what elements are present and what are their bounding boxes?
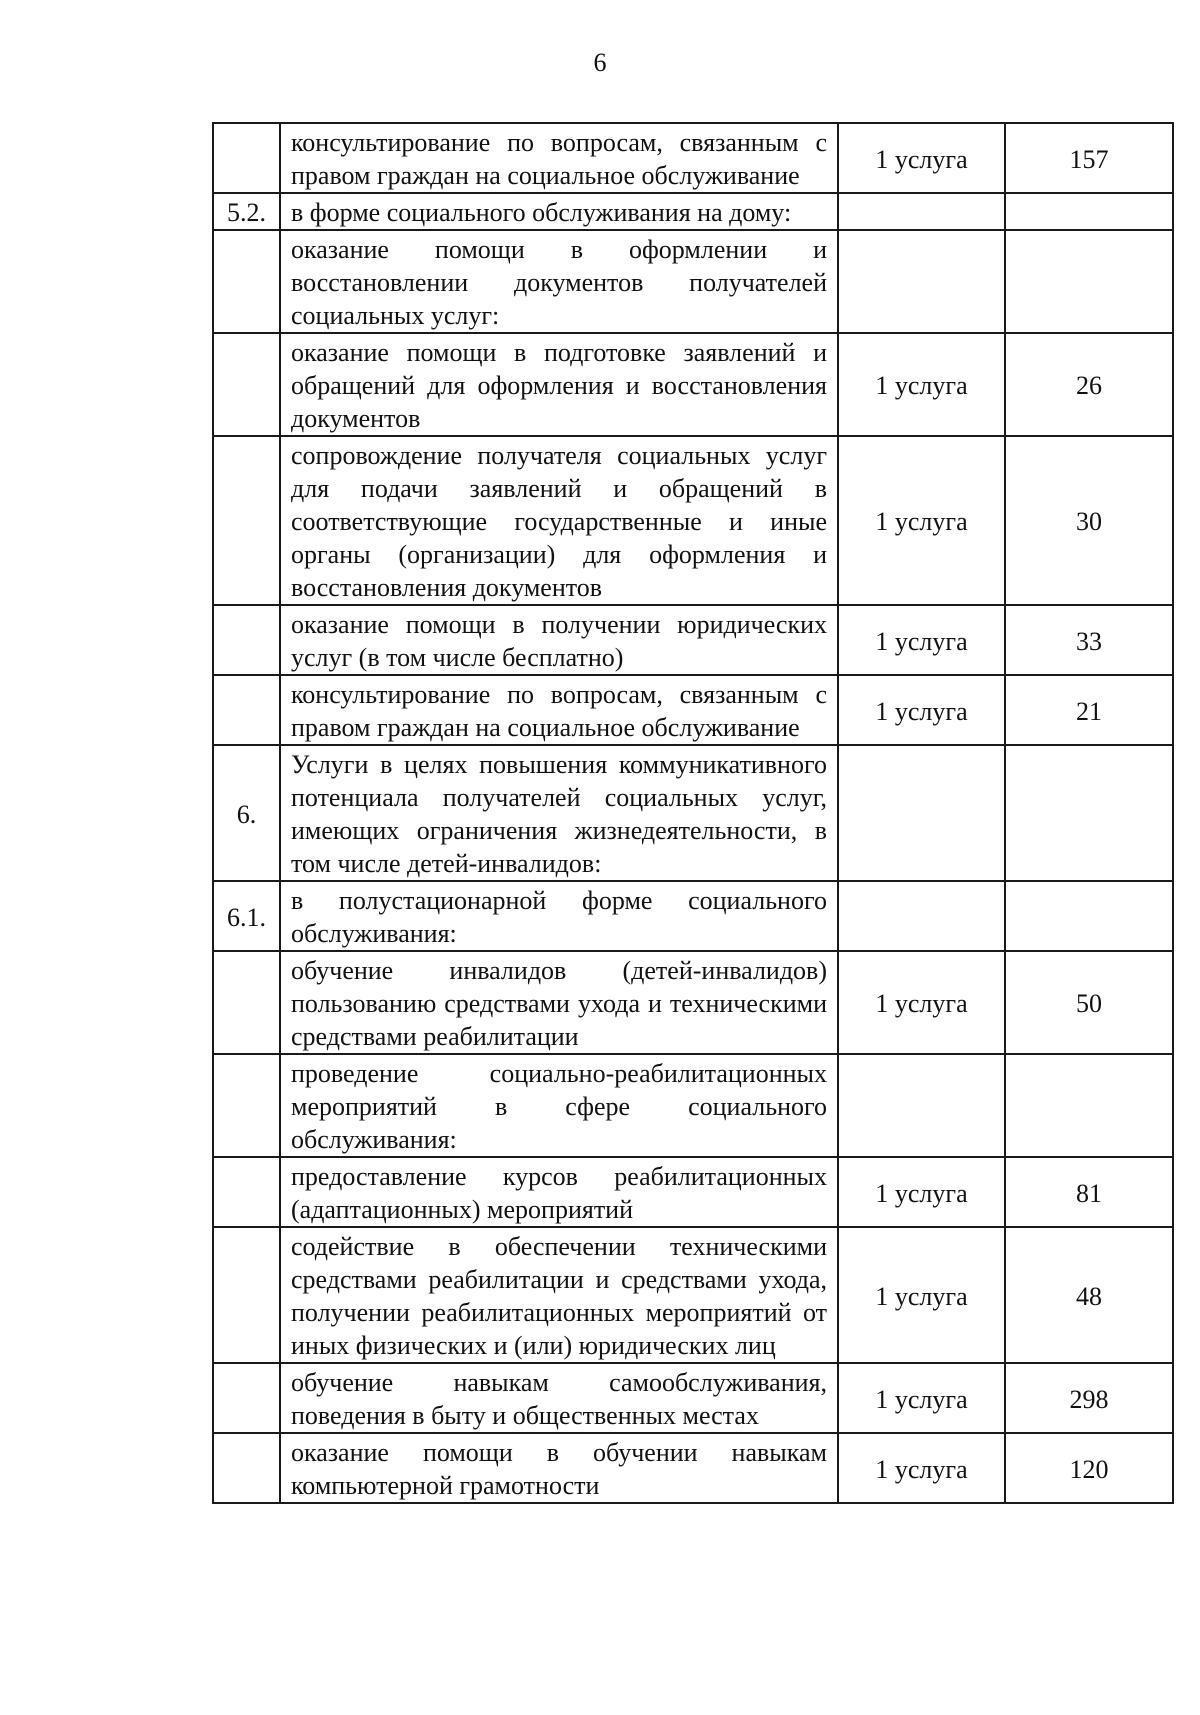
row-number-cell [213, 436, 280, 605]
value-cell: 50 [1005, 951, 1173, 1054]
table-row [213, 881, 1173, 951]
table-row [213, 333, 1173, 436]
row-number-cell: 6.1. [213, 881, 280, 951]
service-description-cell: консультирование по вопросам, связанным с правом граждан на социальное обслуживание [280, 675, 838, 745]
unit-cell [838, 881, 1005, 951]
unit-cell: 1 услуга [838, 675, 1005, 745]
service-description-cell: проведение социально-реабилитационных мероприятий в сфере социального обслуживания: [280, 1054, 838, 1157]
row-number-cell [213, 1433, 280, 1503]
service-description-cell: оказание помощи в оформлении и восстановлении документов получателей социальных услуг: [280, 230, 838, 333]
unit-cell: 1 услуга [838, 436, 1005, 605]
unit-cell: 1 услуга [838, 1433, 1005, 1503]
service-description-cell: в полустационарной форме социального обслуживания: [280, 881, 838, 951]
row-number-cell [213, 333, 280, 436]
table-row [213, 1227, 1173, 1363]
table-row [213, 193, 1173, 230]
service-description-cell: оказание помощи в обучении навыкам компьютерной грамотности [280, 1433, 838, 1503]
value-cell: 120 [1005, 1433, 1173, 1503]
unit-cell [838, 1054, 1005, 1157]
service-description-cell: консультирование по вопросам, связанным с правом граждан на социальное обслуживание [280, 123, 838, 193]
table-row [213, 436, 1173, 605]
table-row [213, 230, 1173, 333]
table-row [213, 123, 1173, 193]
value-cell: 48 [1005, 1227, 1173, 1363]
row-number-cell [213, 123, 280, 193]
service-description-cell: сопровождение получателя социальных услуг для подачи заявлений и обращений в соответствующие государственные и иные органы (организации) для оформления и восстановления документов [280, 436, 838, 605]
row-number-cell: 6. [213, 745, 280, 881]
row-number-cell [213, 1363, 280, 1433]
value-cell [1005, 881, 1173, 951]
value-cell: 33 [1005, 605, 1173, 675]
service-description-cell: оказание помощи в получении юридических услуг (в том числе бесплатно) [280, 605, 838, 675]
service-description-cell: обучение инвалидов (детей-инвалидов) пользованию средствами ухода и техническими средствами реабилитации [280, 951, 838, 1054]
value-cell: 298 [1005, 1363, 1173, 1433]
unit-cell: 1 услуга [838, 1227, 1005, 1363]
unit-cell [838, 745, 1005, 881]
unit-cell: 1 услуга [838, 951, 1005, 1054]
unit-cell [838, 230, 1005, 333]
value-cell [1005, 193, 1173, 230]
row-number-cell [213, 675, 280, 745]
table-row [213, 745, 1173, 881]
table-row [213, 605, 1173, 675]
value-cell [1005, 745, 1173, 881]
service-description-cell: предоставление курсов реабилитационных (адаптационных) мероприятий [280, 1157, 838, 1227]
service-description-cell: оказание помощи в подготовке заявлений и обращений для оформления и восстановления документов [280, 333, 838, 436]
value-cell: 81 [1005, 1157, 1173, 1227]
table-row [213, 1054, 1173, 1157]
row-number-cell [213, 230, 280, 333]
service-description-cell: Услуги в целях повышения коммуникативного потенциала получателей социальных услуг, имеющих ограничения жизнедеятельности, в том числе детей-инвалидов: [280, 745, 838, 881]
value-cell [1005, 230, 1173, 333]
value-cell: 157 [1005, 123, 1173, 193]
table-row [213, 951, 1173, 1054]
table-row [213, 1157, 1173, 1227]
page-number: 6 [593, 48, 607, 77]
service-description-cell: обучение навыкам самообслуживания, поведения в быту и общественных местах [280, 1363, 838, 1433]
unit-cell [838, 193, 1005, 230]
table-body [213, 123, 1173, 1503]
value-cell: 30 [1005, 436, 1173, 605]
table-row [213, 1433, 1173, 1503]
service-description-cell: содействие в обеспечении техническими средствами реабилитации и средствами ухода, получении реабилитационных мероприятий от иных физических и (или) юридических лиц [280, 1227, 838, 1363]
unit-cell: 1 услуга [838, 605, 1005, 675]
row-number-cell [213, 605, 280, 675]
unit-cell: 1 услуга [838, 1157, 1005, 1227]
row-number-cell [213, 1054, 280, 1157]
value-cell: 21 [1005, 675, 1173, 745]
unit-cell: 1 услуга [838, 1363, 1005, 1433]
row-number-cell [213, 1157, 280, 1227]
row-number-cell [213, 1227, 280, 1363]
value-cell: 26 [1005, 333, 1173, 436]
service-description-cell: в форме социального обслуживания на дому: [280, 193, 838, 230]
table-row [213, 1363, 1173, 1433]
value-cell [1005, 1054, 1173, 1157]
table-row [213, 675, 1173, 745]
unit-cell: 1 услуга [838, 123, 1005, 193]
unit-cell: 1 услуга [838, 333, 1005, 436]
row-number-cell: 5.2. [213, 193, 280, 230]
row-number-cell [213, 951, 280, 1054]
services-table [212, 122, 1174, 1504]
